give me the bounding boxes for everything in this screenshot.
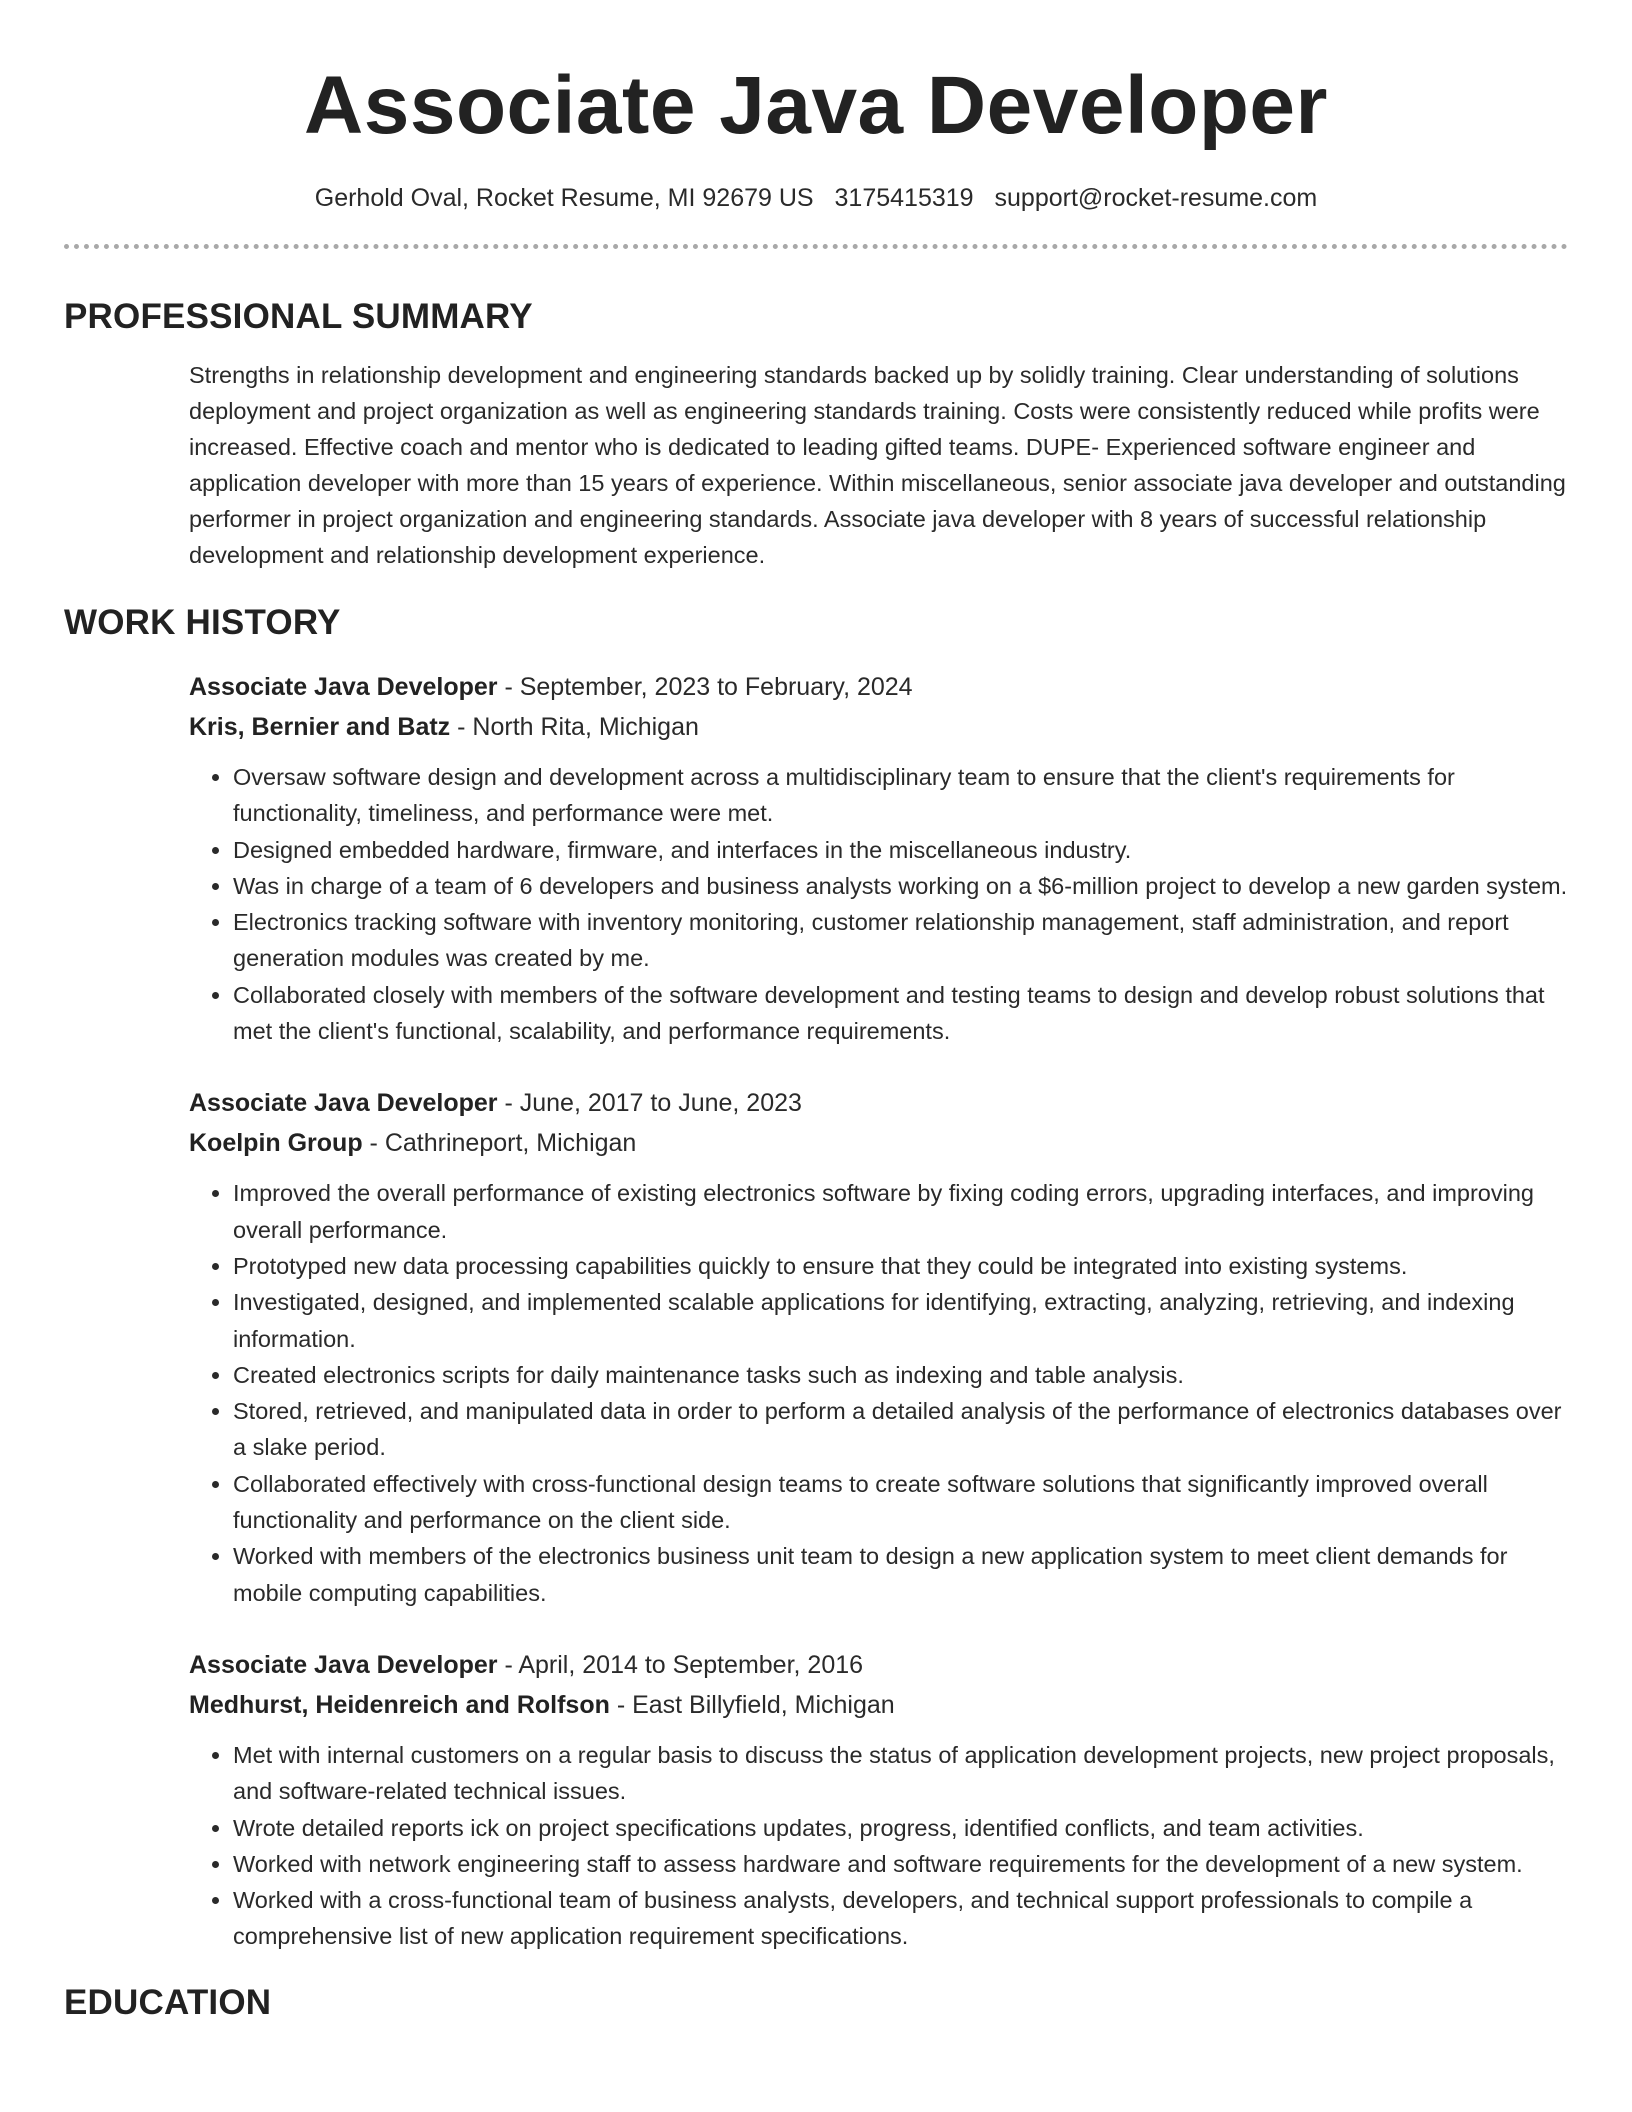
job-company-line — [189, 707, 1568, 747]
job-company-line — [189, 1123, 1568, 1163]
job-bullet: • Created electronics scripts for daily maintenance tasks such as indexing and table analysis. — [233, 1357, 1568, 1393]
job-bullets — [189, 759, 1568, 1049]
job-bullet: • Worked with members of the electronics business unit team to design a new application system to meet client demands for mobile computing capabilities. — [233, 1538, 1568, 1611]
job-bullet: • Stored, retrieved, and manipulated data in order to perform a detailed analysis of the performance of electronics databases over a slake period. — [233, 1393, 1568, 1466]
job-bullet: • Improved the overall performance of existing electronics software by fixing coding errors, upgrading interfaces, and improving overall performance. — [233, 1175, 1568, 1248]
job-bullets — [189, 1175, 1568, 1611]
job-bullet: • Worked with a cross-functional team of business analysts, developers, and technical support professionals to compile a comprehensive list of new application requirement specifications. — [233, 1882, 1568, 1955]
job-company: Koelpin Group — [189, 1129, 363, 1158]
job-role: Associate Java Developer — [189, 1089, 498, 1118]
job-bullet: • Electronics tracking software with inventory monitoring, customer relationship management, staff administration, and report generation modules was created by me. — [233, 904, 1568, 977]
header-divider — [64, 244, 1568, 249]
contact-line — [64, 182, 1568, 214]
job-bullet: • Collaborated closely with members of the software development and testing teams to design and develop robust solutions that met the client's functional, scalability, and performance requirements. — [233, 977, 1568, 1050]
section-title-education: EDUCATION — [64, 1982, 272, 2022]
job-entry — [189, 1083, 1568, 1611]
contact-email: support@rocket-resume.com — [994, 184, 1318, 212]
job-location: - East Billyfield, Michigan — [609, 1690, 895, 1719]
job-dates: - June, 2017 to June, 2023 — [497, 1089, 802, 1118]
job-dates: - April, 2014 to September, 2016 — [497, 1650, 864, 1679]
section-title-work-history: WORK HISTORY — [64, 603, 341, 642]
job-role-line — [189, 667, 1568, 707]
job-bullet: • Wrote detailed reports ick on project specifications updates, progress, identified conflicts, and team activities. — [233, 1810, 1568, 1846]
job-role: Associate Java Developer — [189, 1650, 498, 1679]
job-bullet: • Met with internal customers on a regular basis to discuss the status of application development projects, new project proposals, and software-related technical issues. — [233, 1737, 1568, 1810]
job-role: Associate Java Developer — [189, 673, 498, 701]
candidate-name: Associate Java Developer — [304, 60, 1328, 151]
job-dates: - September, 2023 to February, 2024 — [497, 673, 913, 701]
job-location: - Cathrineport, Michigan — [362, 1129, 637, 1158]
section-title-summary: PROFESSIONAL SUMMARY — [64, 297, 533, 336]
job-bullet: • Investigated, designed, and implemented scalable applications for identifying, extracting, analyzing, retrieving, and indexing information. — [233, 1284, 1568, 1357]
job-location: - North Rita, Michigan — [450, 713, 699, 741]
job-bullet: • Worked with network engineering staff to assess hardware and software requirements for the development of a new system. — [233, 1846, 1568, 1882]
job-bullet: • Oversaw software design and development across a multidisciplinary team to ensure that the client's requirements for functionality, timeliness, and performance were met. — [233, 759, 1568, 832]
job-role-line — [189, 1083, 1568, 1123]
job-role-line — [189, 1645, 1568, 1685]
job-bullet: • Collaborated effectively with cross-functional design teams to create software solutions that significantly improved overall functionality and performance on the client side. — [233, 1466, 1568, 1539]
contact-address: Gerhold Oval, Rocket Resume, MI 92679 US — [314, 184, 814, 212]
job-company-line — [189, 1685, 1568, 1725]
job-bullets — [189, 1737, 1568, 1955]
job-entry — [189, 1645, 1568, 1955]
contact-phone: 3175415319 — [834, 184, 974, 212]
job-company: Medhurst, Heidenreich and Rolfson — [189, 1690, 610, 1719]
job-company: Kris, Bernier and Batz — [189, 713, 451, 741]
job-bullet: • Designed embedded hardware, firmware, and interfaces in the miscellaneous industry. — [233, 832, 1568, 868]
job-entry — [189, 667, 1568, 1049]
summary-text: Strengths in relationship development and engineering standards backed up by solidly training. Clear understanding of solutions deployment and project organization as well as engineering standards training. Costs were consistently reduced while profits were increased. Effective coach and mentor who is dedicated to leading gifted teams. DUPE- Experienced software engineer and application developer with more than 15 years of experience. Within miscellaneous, senior associate java developer and outstanding performer in project organization and engineering standards. Associate java developer with 8 years of successful relationship development and relationship development experience. — [189, 362, 1566, 568]
job-bullet: • Was in charge of a team of 6 developers and business analysts working on a $6-million project to develop a new garden system. — [233, 868, 1568, 904]
job-bullet: • Prototyped new data processing capabilities quickly to ensure that they could be integrated into existing systems. — [233, 1248, 1568, 1284]
